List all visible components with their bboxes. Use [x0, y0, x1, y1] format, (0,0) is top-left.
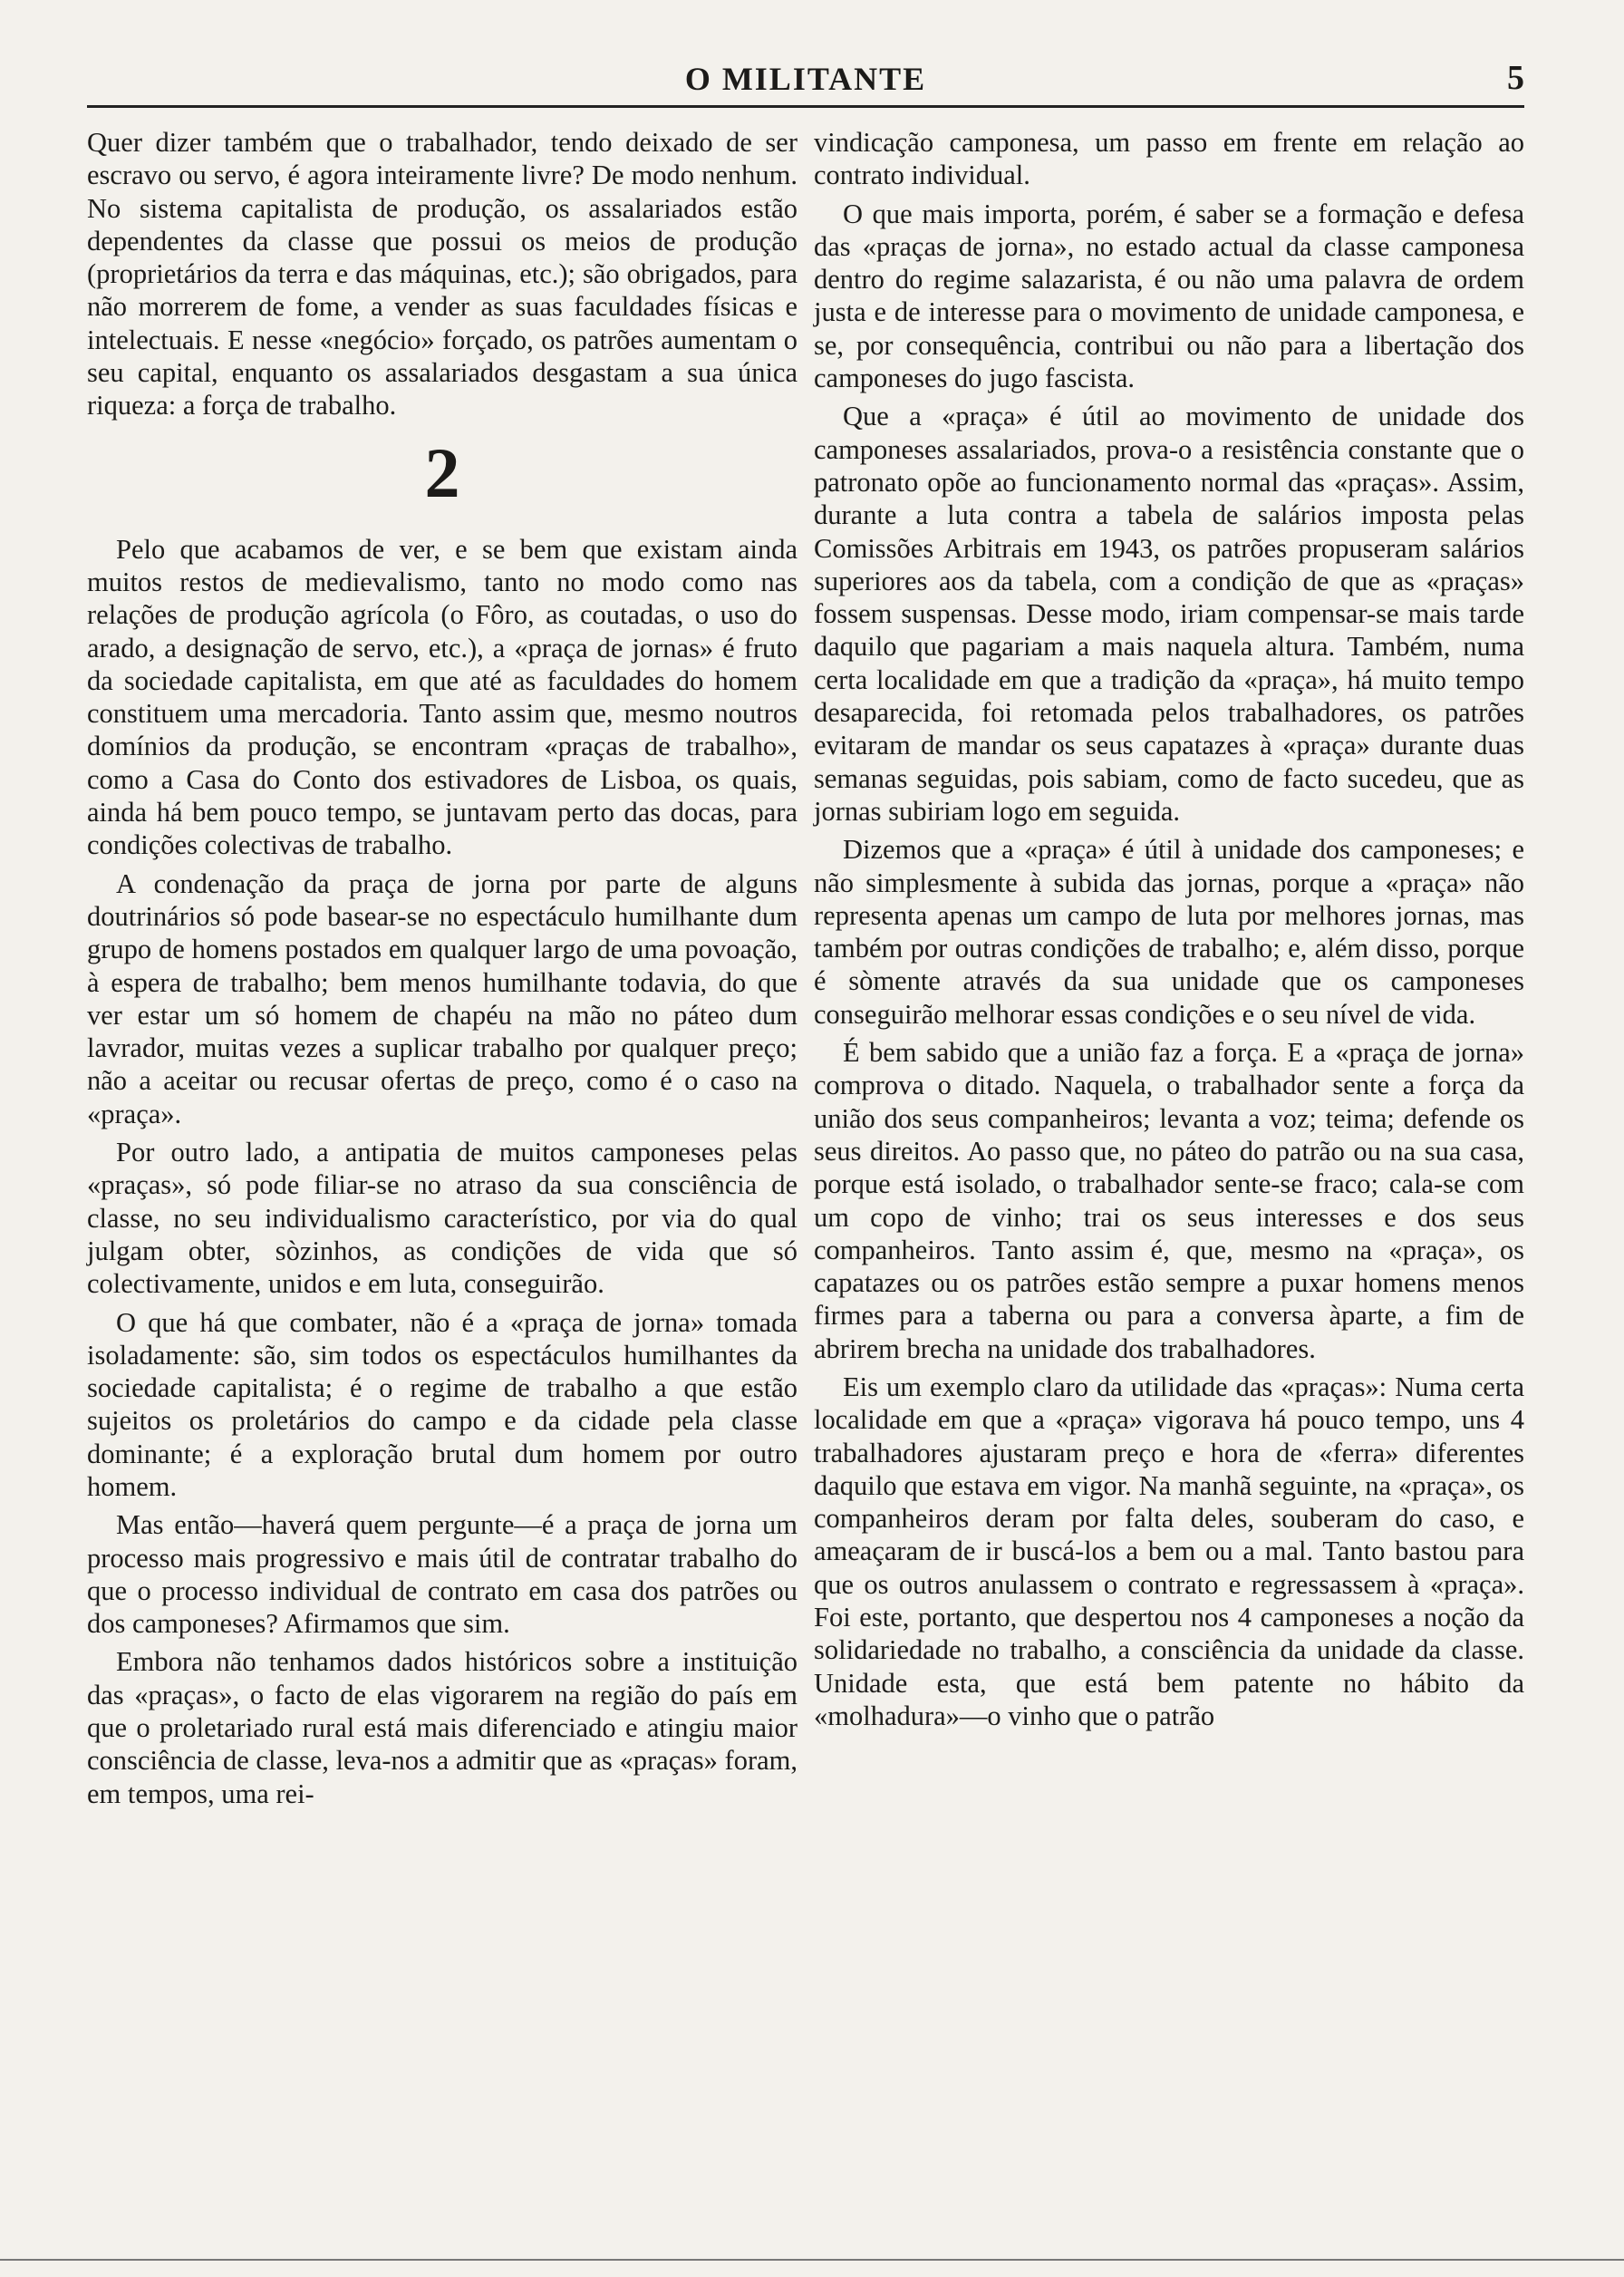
- article-paragraph: Embora não tenhamos dados históricos sobre a instituição das «praças», o facto de elas vigorarem na região do país em que o proletariado rural está mais diferenciado e atingiu maior consciência de classe, leva-nos a admitir que as «praças» foram, em tempos, uma rei-: [87, 1646, 798, 1809]
- page-number: 5: [1507, 59, 1524, 97]
- article-paragraph: Mas então—haverá quem pergunte—é a praça de jorna um processo mais progressivo e mais útil de contratar trabalho do que o processo individual de contrato em casa dos patrões ou dos camponeses? Afirmamos que sim.: [87, 1509, 798, 1640]
- article-paragraph: O que mais importa, porém, é saber se a formação e defesa das «praças de jorna», no estado actual da classe camponesa dentro do regime salazarista, é ou não uma palavra de ordem justa e de interesse para o movimento de unidade camponesa, e se, por consequência, contribui ou não para a libertação dos camponeses do jugo fascista.: [814, 198, 1524, 394]
- page-header: [87, 47, 1524, 108]
- article-paragraph: Por outro lado, a antipatia de muitos camponeses pelas «praças», só pode filiar-se no atraso da sua consciência de classe, no seu individualismo característico, por via do qual julgam obter, sòzinhos, as condições de vida que só colectivamente, unidos e em luta, conseguirão.: [87, 1137, 798, 1300]
- article-paragraph: Pelo que acabamos de ver, e se bem que existam ainda muitos restos de medievalismo, tanto no modo como nas relações de produção agrícola (o Fôro, as coutadas, o uso do arado, a designação de servo, etc.), a «praça de jornas» é fruto da sociedade capitalista, em que até as faculdades do homem constituem uma mercadoria. Tanto assim que, mesmo noutros domínios da produção, se encontram «praças de trabalho», como a Casa do Conto dos estivadores de Lisboa, os quais, ainda há bem pouco tempo, se juntavam perto das docas, para condições colectivas de trabalho.: [87, 533, 798, 861]
- article-paragraph: Que a «praça» é útil ao movimento de unidade dos camponeses assalariados, prova-o a resistência constante que o patronato opõe ao funcionamento normal das «praças». Assim, durante a luta contra a tabela de salários imposta pelas Comissões Arbitrais em 1943, os patrões propuseram salários superiores aos da tabela, com a condição de que as «praças» fossem suspensas. Desse modo, iriam compensar-se mais tarde daquilo que pagariam a mais naquela altura. Também, numa certa localidade em que a tradição da «praça», há muito tempo desaparecida, foi retomada pelos trabalhadores, os patrões evitaram de mandar os seus capatazes à «praça» durante duas semanas seguidas, pois sabiam, como de facto sucedeu, que as jornas subiriam logo em seguida.: [814, 401, 1524, 827]
- footer-rule: [0, 2259, 1624, 2261]
- article-columns: [87, 126, 1524, 1816]
- left-column: [87, 126, 798, 1816]
- article-paragraph: vindicação camponesa, um passo em frente em relação ao contrato individual.: [814, 127, 1524, 191]
- right-column: [814, 126, 1524, 1816]
- article-paragraph: É bem sabido que a união faz a força. E a «praça de jorna» comprova o ditado. Naquela, o trabalhador sente a força da união dos seus companheiros; levanta a voz; teima; defende os seus direitos. Ao passo que, no páteo do patrão ou na sua casa, porque está isolado, o trabalhador sente-se fraco; cala-se com um copo de vinho; trai os seus interesses e dos seus companheiros. Tanto assim é, que, mesmo na «praça», os capatazes ou os patrões estão sempre a puxar homens menos firmes para a taberna ou para a conversa àparte, a fim de abrirem brecha na unidade dos trabalhadores.: [814, 1037, 1524, 1364]
- article-paragraph: Quer dizer também que o trabalhador, tendo deixado de ser escravo ou servo, é agora inteiramente livre? De modo nenhum. No sistema capitalista de produção, os assalariados estão dependentes da classe que possui os meios de produção (proprietários da terra e das máquinas, etc.); são obrigados, para não morrerem de fome, a vender as suas faculdades físicas e intelectuais. E nesse «negócio» forçado, os patrões aumentam o seu capital, enquanto os assalariados desgastam a sua única riqueza: a força de trabalho.: [87, 127, 798, 421]
- article-paragraph: A condenação da praça de jorna por parte de alguns doutrinários só pode basear-se no espectáculo humilhante dum grupo de homens postados em qualquer largo de uma povoação, à espera de trabalho; bem menos humilhante todavia, do que ver estar um só homem de chapéu na mão no páteo dum lavrador, muitas vezes a suplicar trabalho por qualquer preço; não a aceitar ou recusar ofertas de preço, como é o caso na «praça».: [87, 867, 798, 1129]
- article-paragraph: Eis um exemplo claro da utilidade das «praças»: Numa certa localidade em que a «praça» vigorava há pouco tempo, uns 4 trabalhadores ajustaram preço e hora de «ferra» diferentes daquilo que estava em vigor. Na manhã seguinte, na «praça», os companheiros deram por falta deles, souberam do caso, e ameaçaram de ir buscá-los a bem ou a mal. Tanto bastou para que os outros anulassem o contrato e regressassem à «praça». Foi este, portanto, que despertou nos 4 camponeses a noção da solidariedade no trabalho, a consciência da unidade da classe. Unidade esta, que está bem patente no hábito da «molhadura»—o vinho que o patrão: [814, 1371, 1524, 1731]
- article-paragraph: O que há que combater, não é a «praça de jorna» tomada isoladamente: são, sim todos os espectáculos humilhantes da sociedade capitalista; é o regime de trabalho a que estão sujeitos os proletários do campo e da cidade pela classe dominante; é a exploração brutal dum homem por outro homem.: [87, 1306, 798, 1502]
- publication-title: O MILITANTE: [684, 61, 927, 97]
- article-paragraph: Dizemos que a «praça» é útil à unidade dos camponeses; e não simplesmente à subida das jornas, porque a «praça» não representa apenas um campo de luta por melhores jornas, mas também por outras condições de trabalho; e, além disso, porque é sòmente através da sua unidade que os camponeses conseguirão melhorar essas condições e o seu nível de vida.: [814, 834, 1524, 1030]
- section-number: 2: [424, 432, 460, 512]
